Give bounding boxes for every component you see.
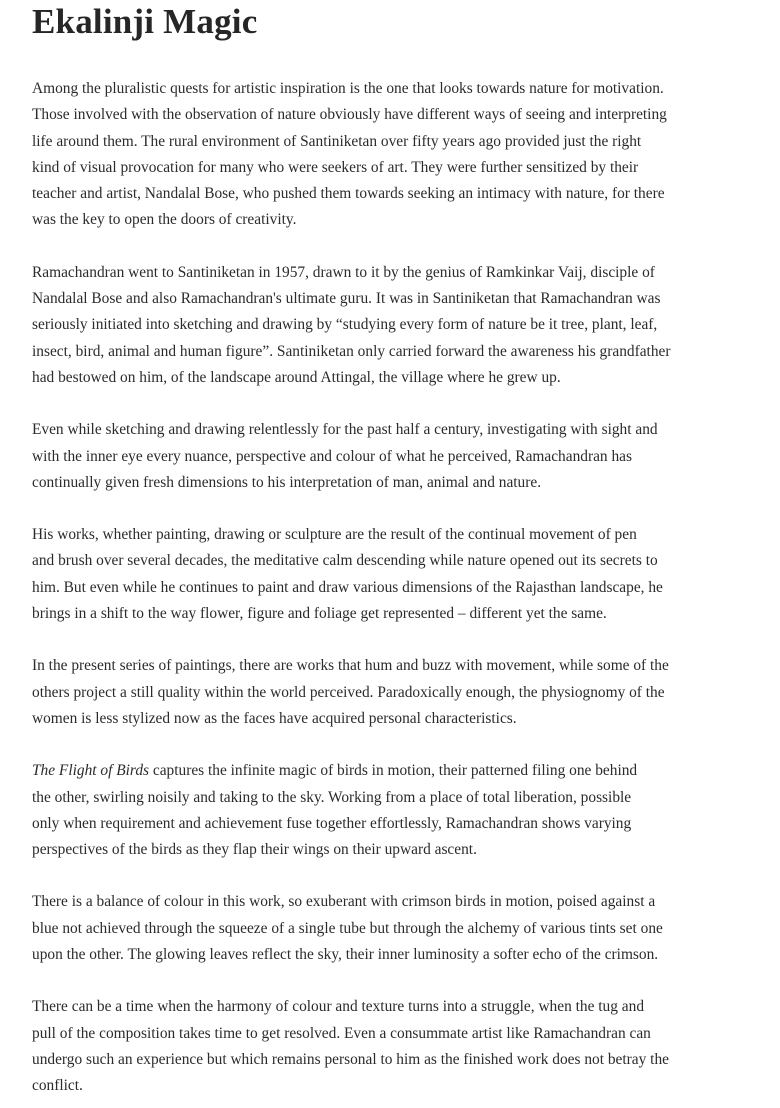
- text-line: women is less stylized now as the faces have acquired personal characteristics.: [32, 709, 517, 727]
- text-line: with the inner eye every nuance, perspective and colour of what he perceived, Ramachandran has: [32, 447, 632, 465]
- text-line: [32, 758, 758, 784]
- text-line: undergo such an experience but which remains personal to him as the finished work does not betray the: [32, 1050, 669, 1068]
- text-line: Among the pluralistic quests for artistic inspiration is the one that looks towards nature for motivation.: [32, 80, 664, 97]
- text-line: seriously initiated into sketching and drawing by “studying every form of nature be it tree, plant, leaf,: [32, 316, 658, 334]
- article-body: [32, 76, 758, 1100]
- text-line: only when requirement and achievement fuse together effortlessly, Ramachandran shows varying: [32, 814, 632, 832]
- text-line: Ramachandran went to Santiniketan in 1957, drawn to it by the genius of Ramkinkar Vaij, disciple of: [32, 263, 655, 281]
- text-fragment: captures the infinite magic of birds in motion, their patterned filing one behind: [149, 762, 638, 780]
- artwork-title: The Flight of Birds: [32, 762, 150, 780]
- text-line: kind of visual provocation for many who were seekers of art. They were further sensitized by their: [32, 158, 639, 176]
- text-line: There can be a time when the harmony of colour and texture turns into a struggle, when the tug and: [32, 998, 645, 1016]
- paragraph-1: [32, 76, 758, 234]
- paragraph-6: [32, 758, 758, 863]
- text-line: There is a balance of colour in this work, so exuberant with crimson birds in motion, poised against a: [32, 893, 656, 911]
- text-line: was the key to open the doors of creativity.: [32, 211, 297, 229]
- text-line: brings in a shift to the way flower, figure and foliage get represented – different yet the same.: [32, 605, 607, 623]
- paragraph-8: [32, 994, 758, 1099]
- text-line: upon the other. The glowing leaves reflect the sky, their inner luminosity a softer echo of the crimson.: [32, 946, 659, 964]
- text-line: him. But even while he continues to paint and draw various dimensions of the Rajasthan landscape, he: [32, 578, 663, 596]
- paragraph-7: [32, 889, 758, 968]
- text-line: and brush over several decades, the meditative calm descending while nature opened out its secrets to: [32, 552, 658, 570]
- page-title: Ekalinji Magic: [32, 2, 258, 41]
- text-line: life around them. The rural environment of Santiniketan over fifty years ago provided just the right: [32, 132, 642, 150]
- text-line: perspectives of the birds as they flap their wings on their upward ascent.: [32, 841, 477, 859]
- text-line: Those involved with the observation of nature obviously have different ways of seeing and interpreting: [32, 106, 667, 124]
- text-line: His works, whether painting, drawing or sculpture are the result of the continual movement of pen: [32, 526, 637, 544]
- paragraph-4: [32, 522, 758, 627]
- text-line: Nandalal Bose and also Ramachandran's ultimate guru. It was in Santiniketan that Ramachandran was: [32, 290, 661, 308]
- paragraph-5: [32, 653, 758, 732]
- text-line: Even while sketching and drawing relentlessly for the past half a century, investigating with sight and: [32, 421, 658, 439]
- paragraph-3: [32, 417, 758, 496]
- text-line: teacher and artist, Nandalal Bose, who pushed them towards seeking an intimacy with nature, for there: [32, 185, 665, 203]
- paragraph-2: [32, 260, 758, 391]
- text-line: the other, swirling noisily and taking to the sky. Working from a place of total liberation, possible: [32, 788, 632, 806]
- text-line: In the present series of paintings, there are works that hum and buzz with movement, while some of the: [32, 657, 669, 675]
- text-line: conflict.: [32, 1077, 83, 1095]
- text-line: continually given fresh dimensions to his interpretation of man, animal and nature.: [32, 473, 542, 491]
- text-line: had bestowed on him, of the landscape around Attingal, the village where he grew up.: [32, 368, 561, 386]
- text-line: blue not achieved through the squeeze of a single tube but through the alchemy of various tints set one: [32, 919, 663, 937]
- text-line: pull of the composition takes time to get resolved. Even a consummate artist like Ramachandran can: [32, 1024, 651, 1042]
- text-line: others project a still quality within the world perceived. Paradoxically enough, the physiognomy of the: [32, 683, 665, 701]
- text-line: insect, bird, animal and human figure”. Santiniketan only carried forward the awareness his grandfather: [32, 342, 671, 360]
